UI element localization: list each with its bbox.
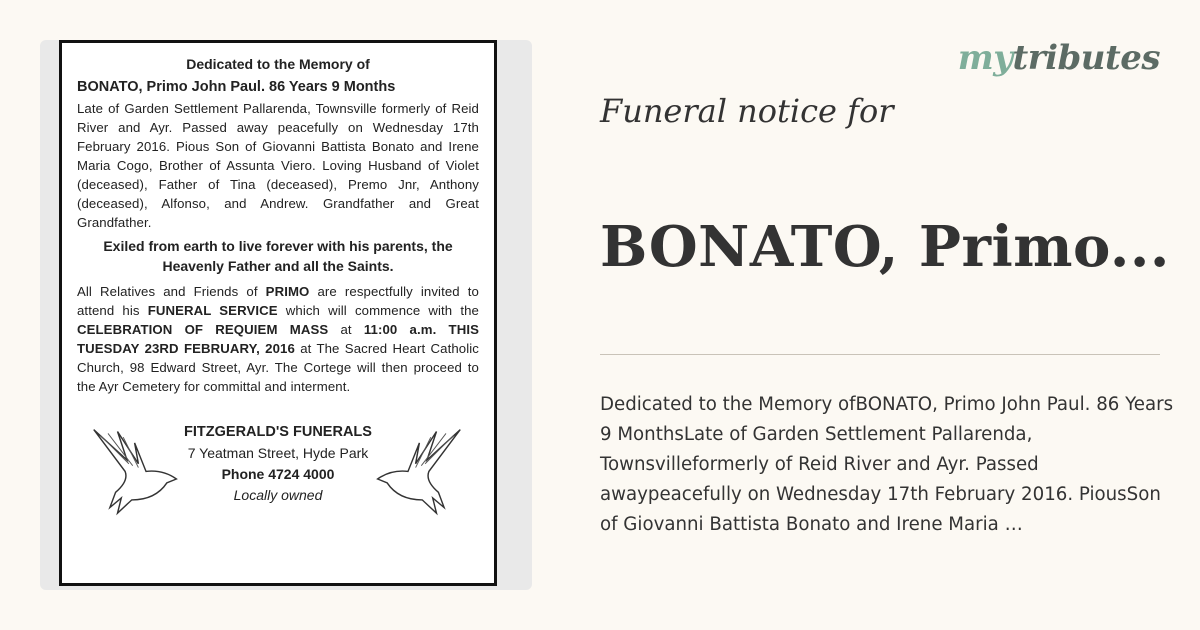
director-name: FITZGERALD'S FUNERALS (184, 424, 372, 440)
notice-body: Late of Garden Settlement Pallarenda, Townsville formerly of Reid River and Ayr. Passed away peacefully on Wednesday 17th February 2016. Pious Son of Giovanni Battista Bonato and Irene Maria Cogo, Brother of Assunta Viero. Loving Husband of Violet (deceased), Father of Tina (deceased), Premo Jnr, Anthony (deceased), Alfonso, and Andrew. Grandfather and Great Grandfather. (77, 101, 479, 230)
notice-motto: Exiled from earth to live forever with his parents, the Heavenly Father and all the Saints. (103, 238, 453, 274)
notice-excerpt: Dedicated to the Memory ofBONATO, Primo John Paul. 86 Years 9 MonthsLate of Garden Settlement Pallarenda, Townsvilleformerly of Reid River and Ayr. Passed awaypeacefully on Wednesday 17th February 2016. PiousSon of Giovanni Battista Bonato and Irene Maria … (600, 394, 1174, 535)
deceased-name-title: BONATO, Primo... (600, 214, 1170, 280)
notice-heading: Dedicated to the Memory of (186, 56, 370, 72)
director-tagline: Locally owned (233, 487, 323, 503)
funeral-director-block (77, 422, 479, 532)
notice-name-line: BONATO, Primo John Paul. 86 Years 9 Months (77, 79, 396, 95)
mytributes-logo[interactable]: mytributes (957, 38, 1160, 78)
divider (600, 354, 1160, 355)
director-address: 7 Yeatman Street, Hyde Park (187, 445, 369, 461)
notice-announcement: All Relatives and Friends of PRIMO are respectfully invited to attend his FUNERAL SERVICE which will commence with the CELEBRATION OF REQUIEM MASS at 11:00 a.m. THIS TUESDAY 23RD FEBRUARY, 2016 at The Sacred Heart Catholic Church, 98 Edward Street, Ayr. The Cortege will then proceed to the Ayr Cemetery for committal and interment. (77, 284, 479, 394)
funeral-notice-clipping (59, 40, 497, 586)
page-subtitle: Funeral notice for (600, 92, 894, 130)
director-phone: Phone 4724 4000 (221, 466, 335, 482)
